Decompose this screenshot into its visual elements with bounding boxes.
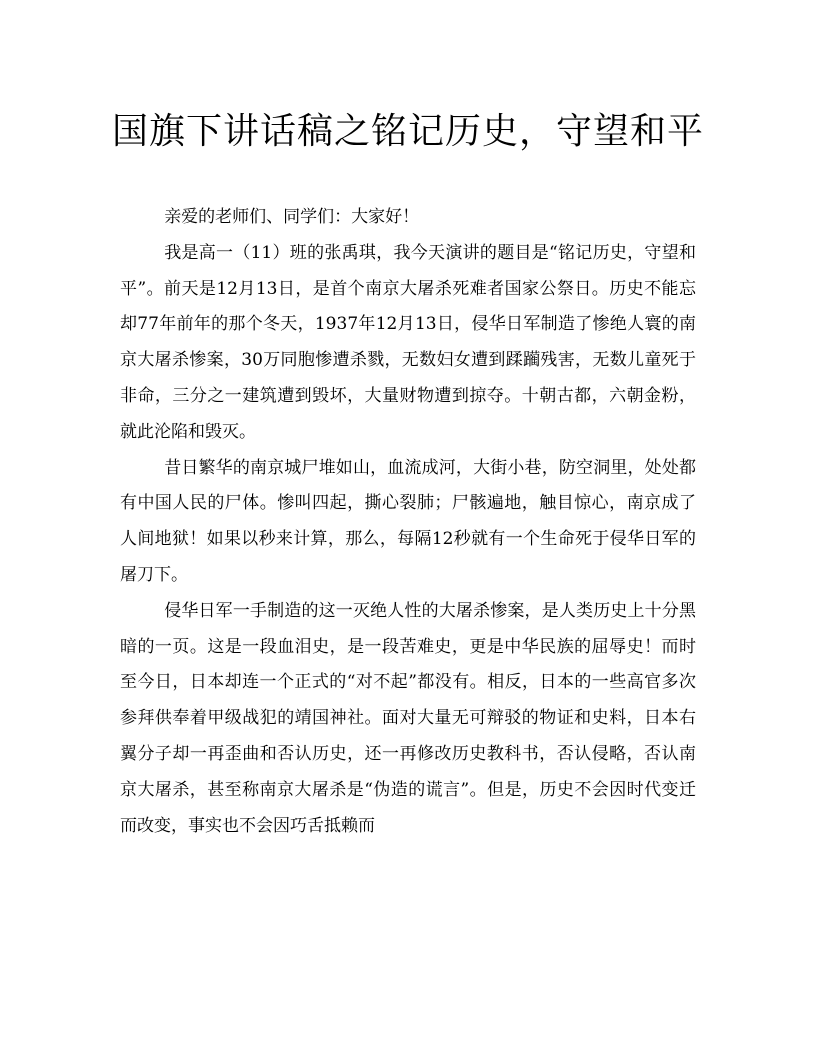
document-body (120, 200, 696, 844)
paragraph-greeting: 亲爱的老师们、同学们：大家好！ (164, 207, 420, 227)
paragraph-nanjing-scene: 昔日繁华的南京城尸堆如山，血流成河，大街小巷，防空洞里，处处都有中国人民的尸体。惨叫四起，撕心裂肺；尸骸遍地，触目惊心，南京成了人间地狱！如果以秒来计算，那么，每隔12秒就有一个生命死于侵华日军的屠刀下。 (120, 457, 696, 585)
paragraph-introduction: 我是高一（11）班的张禹琪，我今天演讲的题目是“铭记历史，守望和平”。前天是12月13日，是首个南京大屠杀死难者国家公祭日。历史不能忘却77年前年的那个冬天，1937年12月13日，侵华日军制造了惨绝人寰的南京大屠杀惨案，30万同胞惨遭杀戮，无数妇女遭到蹂躏残害，无数儿童死于非命，三分之一建筑遭到毁坏，大量财物遭到掠夺。十朝古都，六朝金粉，就此沦陷和毁灭。 (120, 242, 696, 442)
paragraph-history-denial: 侵华日军一手制造的这一灭绝人性的大屠杀惨案，是人类历史上十分黑暗的一页。这是一段血泪史，是一段苦难史，更是中华民族的屈辱史！而时至今日，日本却连一个正式的“对不起”都没有。相反，日本的一些高官多次参拜供奉着甲级战犯的靖国神社。面对大量无可辩驳的物证和史料，日本右翼分子却一再歪曲和否认历史，还一再修改历史教科书，否认侵略，否认南京大屠杀，甚至称南京大屠杀是“伪造的谎言”。但是，历史不会因时代变迁而改变，事实也不会因巧舌抵赖而 (120, 600, 696, 836)
page-title: 国旗下讲话稿之铭记历史，守望和平 (111, 111, 704, 152)
